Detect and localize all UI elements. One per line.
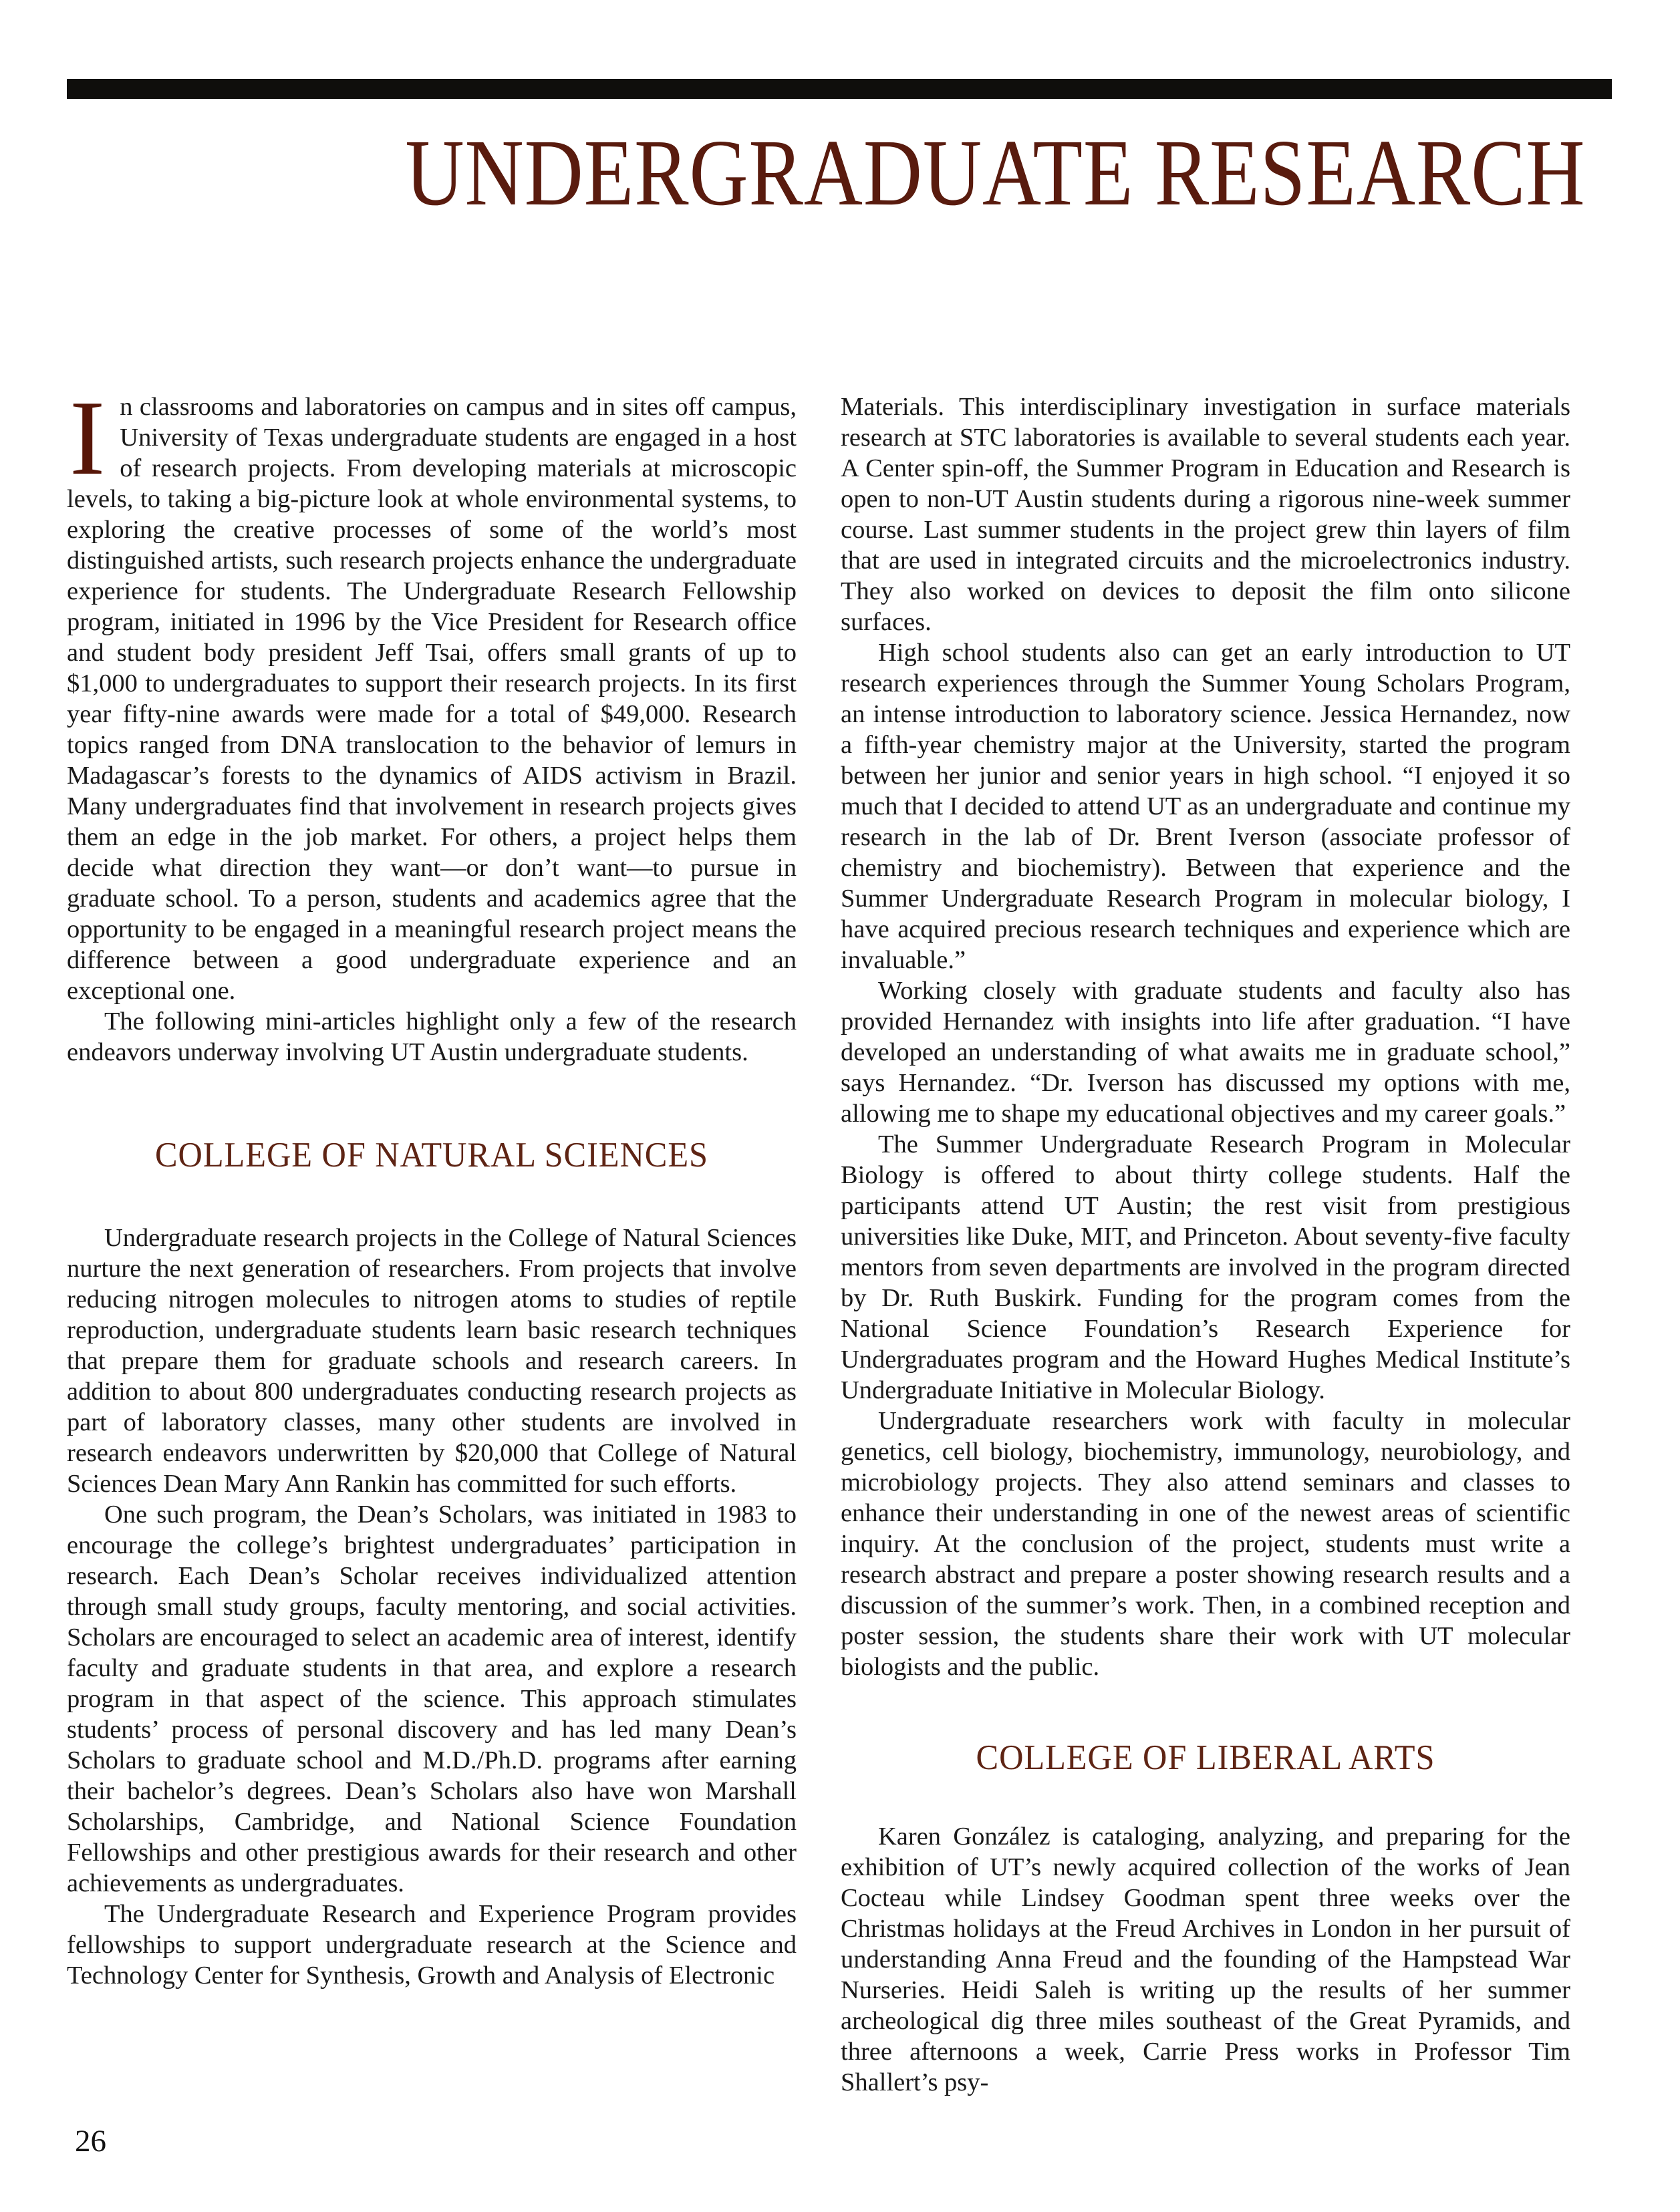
paragraph: Undergraduate researchers work with faculty in molecular genetics, cell biology, biochemistry, immunology, neurobiology, and microbiology projects. They also attend seminars and classes to enhance their understanding in one of the newest areas of scientific inquiry. At the conclusion of the project, students must write a research abstract and prepare a poster showing research results and a discussion of the summer’s work. Then, in a combined reception and poster session, the students share their work with UT molecular biologists and the public. [841, 1407, 1570, 1681]
section-heading-liberal-arts: COLLEGE OF LIBERAL ARTS [976, 1738, 1435, 1777]
intro-paragraph [67, 378, 797, 1006]
title-row [67, 119, 1612, 232]
drop-cap: I [69, 378, 106, 497]
column-right [841, 391, 1570, 2098]
article-columns [67, 378, 1612, 2098]
paragraph: Undergraduate research projects in the College of Natural Sciences nurture the next generation of researchers. From projects that involve reducing nitrogen molecules to nitrogen atoms to studies of reptile reproduction, undergraduate students learn basic research techniques that prepare them for graduate schools and research careers. In addition to about 800 undergraduates conducting research projects as part of laboratory classes, many other students are involved in research endeavors underwritten by $20,000 that College of Natural Sciences Dean Mary Ann Rankin has committed for such efforts. [67, 1224, 797, 1498]
paragraph: The Undergraduate Research and Experience Program provides fellowships to support undergraduate research at the Science and Technology Center for Synthesis, Growth and Analysis of Electronic [67, 1900, 797, 1990]
page-number: 26 [75, 2124, 106, 2159]
top-rule-divider [67, 79, 1612, 99]
paragraph: The following mini-articles highlight only a few of the research endeavors underway involving UT Austin undergraduate students. [67, 1007, 797, 1066]
page-title: UNDERGRADUATE RESEARCH [405, 120, 1585, 225]
paragraph: The Summer Undergraduate Research Program in Molecular Biology is offered to about thirty college students. Half the participants attend UT Austin; the rest visit from prestigious universities like Duke, MIT, and Princeton. About seventy-five faculty mentors from seven departments are involved in the program directed by Dr. Ruth Buskirk. Funding for the program comes from the National Science Foundation’s Research Experience for Undergraduates program and the Howard Hughes Medical Institute’s Undergraduate Initiative in Molecular Biology. [841, 1130, 1570, 1404]
paragraph: One such program, the Dean’s Scholars, was initiated in 1983 to encourage the college’s brightest undergraduates’ participation in research. Each Dean’s Scholar receives individualized attention through small study groups, faculty mentoring, and social activities. Scholars are encouraged to select an academic area of interest, identify faculty and graduate students in that area, and explore a research program in that aspect of the science. This approach stimulates students’ process of personal discovery and has led many Dean’s Scholars to graduate school and M.D./Ph.D. programs after earning their bachelor’s degrees. Dean’s Scholars also have won Marshall Scholarships, Cambridge, and National Science Foundation Fellowships and other prestigious awards for their research and other achievements as undergraduates. [67, 1500, 797, 1897]
paragraph-continuation: Materials. This interdisciplinary investigation in surface materials research at STC laboratories is available to several students each year. A Center spin-off, the Summer Program in Education and Research is open to non-UT Austin students during a rigorous nine-week summer course. Last summer students in the project grew thin layers of film that are used in integrated circuits and the microelectronics industry. They also worked on devices to deposit the film onto silicone surfaces. [841, 393, 1570, 636]
paragraph: Working closely with graduate students and faculty also has provided Hernandez with insights into life after graduation. “I have developed an understanding of what awaits me in graduate school,” says Hernandez. “Dr. Iverson has discussed my options with me, allowing me to shape my educational objectives and my career goals.” [841, 977, 1570, 1128]
section-heading-natural-sciences: COLLEGE OF NATURAL SCIENCES [154, 1136, 709, 1174]
column-left [67, 378, 797, 2098]
intro-paragraph-text: n classrooms and laboratories on campus and in sites off campus, University of Texas undergraduate students are engaged in a host of research projects. From developing materials at microscopic levels, to taking a big-picture look at whole environmental systems, to exploring the creative processes of some of the world’s most distinguished artists, such research projects enhance the undergraduate experience for students. The Undergraduate Research Fellowship program, initiated in 1996 by the Vice President for Research office and student body president Jeff Tsai, offers small grants of up to $1,000 to undergraduates to support their research projects. In its first year fifty-nine awards were made for a total of $49,000. Research topics ranged from DNA translocation to the behavior of lemurs in Madagascar’s forests to the dynamics of AIDS activism in Brazil. Many undergraduates find that involvement in research projects gives them an edge in the job market. For others, a project helps them decide what direction they want—or don’t want—to pursue in graduate school. To a person, students and academics agree that the opportunity to be engaged in a meaningful research project means the difference between a good undergraduate experience and an exceptional one. [67, 393, 797, 1005]
paragraph: High school students also can get an early introduction to UT research experiences through the Summer Young Scholars Program, an intense introduction to laboratory science. Jessica Hernandez, now a fifth-year chemistry major at the University, started the program between her junior and senior years in high school. “I enjoyed it so much that I decided to attend UT as an undergraduate and continue my research in the lab of Dr. Brent Iverson (associate professor of chemistry and biochemistry). Between that experience and the Summer Undergraduate Research Program in molecular biology, I have acquired precious research techniques and experience which are invaluable.” [841, 639, 1570, 974]
page-content [67, 79, 1612, 2098]
paragraph: Karen González is cataloging, analyzing, and preparing for the exhibition of UT’s newly acquired collection of the works of Jean Cocteau while Lindsey Goodman spent three weeks over the Christmas holidays at the Freud Archives in London in her pursuit of understanding Anna Freud and the founding of the Hampstead War Nurseries. Heidi Saleh is writing up the results of her summer archeological dig three miles southeast of the Great Pyramids, and three afternoons a week, Carrie Press works in Professor Tim Shallert’s psy- [841, 1823, 1570, 2096]
